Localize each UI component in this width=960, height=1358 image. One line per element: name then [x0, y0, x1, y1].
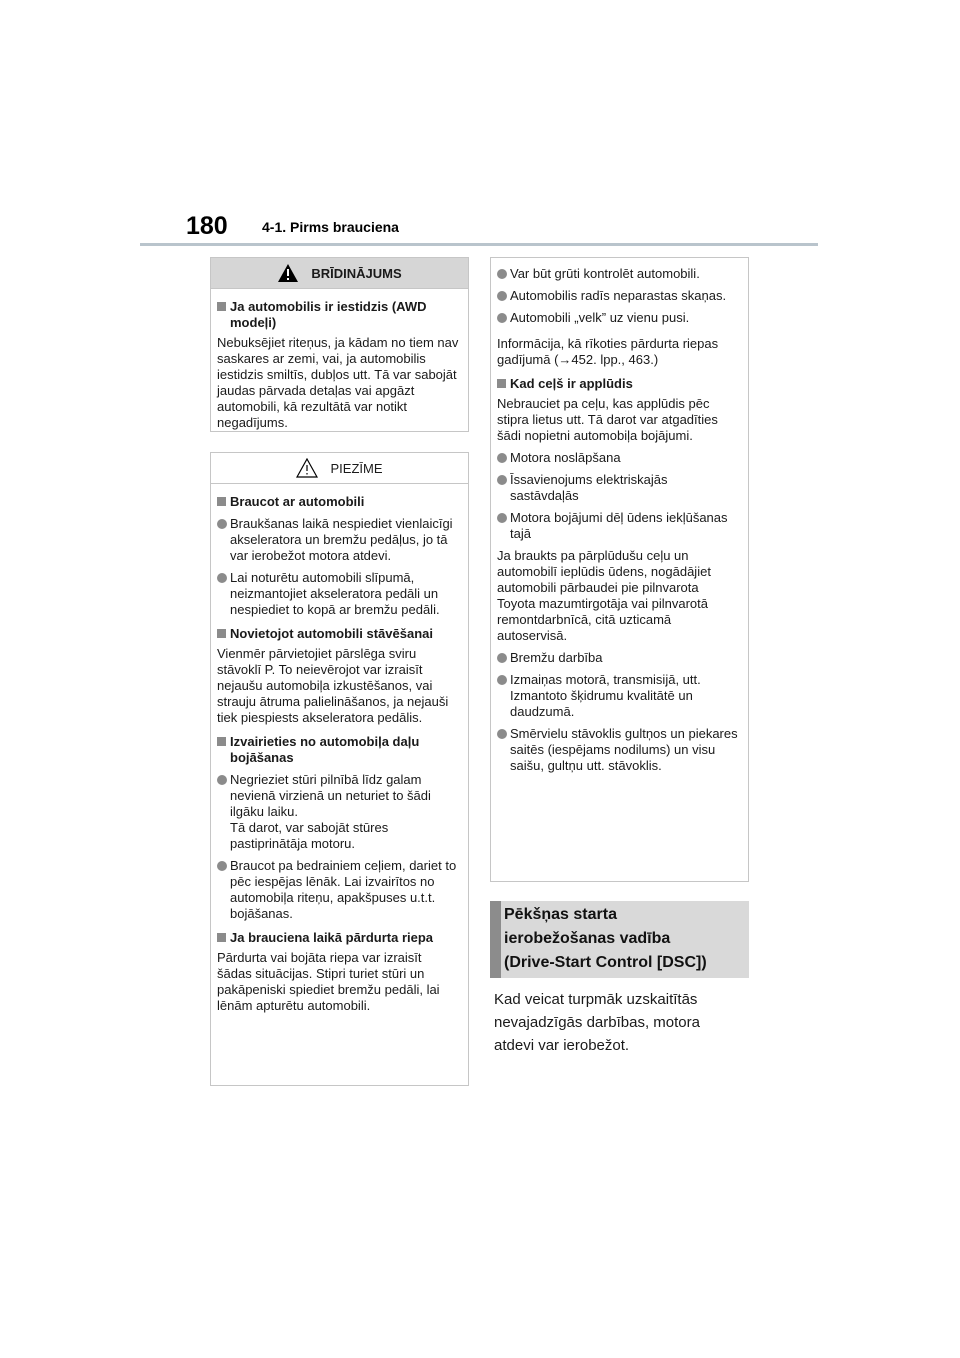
- header-rule: [140, 243, 818, 246]
- note-bullet: Automobili „velk” uz vienu pusi.: [497, 310, 739, 326]
- note-bullet: Īssavienojums elektriskajās sastāvdaļās: [497, 472, 739, 504]
- note-bullet: Lai noturētu automobili slīpumā, neizmantojiet akseleratora pedāli un nespiediet to kopā ar bremžu pedāli.: [217, 570, 459, 618]
- note-section-text: Pārdurta vai bojāta riepa var izraisīt šādas situācijas. Stipri turiet stūri un pakāpeniski spiediet bremžu pedāli, lai lēnām apturētu automobili.: [217, 950, 440, 1013]
- dsc-heading-box: [490, 901, 749, 978]
- note-section-title: Ja brauciena laikā pārdurta riepa: [217, 930, 459, 946]
- warning-triangle-icon: [277, 263, 299, 283]
- note-box-header: [211, 453, 468, 484]
- note-section-title: Braucot ar automobili: [217, 494, 459, 510]
- note-section-text: Vienmēr pārvietojiet pārslēga sviru stāvoklī P. To neievērojot var izraisīt nejaušu automobiļa izkustēšanos, vai strauju ātruma palielināšanos, ja nejauši tiek piespiests akseleratora pedālis.: [217, 646, 449, 725]
- note-bullet: Izmaiņas motorā, transmisijā, utt. Izmantoto šķidrumu kvalitātē un daudzumā.: [497, 672, 739, 720]
- warning-text: Nebuksējiet riteņus, ja kādam no tiem nav saskares ar zemi, vai, ja automobilis iestidzis smiltīs, dubļos utt. Tā var sabojāt jaudas pārvada detaļas vai apgāzt automobili, kā rezultātā var notikt negadījums.: [217, 335, 459, 430]
- note-bullet: Braucot pa bedrainiem ceļiem, dariet to pēc iespējas lēnāk. Lai izvairītos no automobiļa riteņu, apakšpuses u.t.t. bojāšanas.: [217, 858, 459, 922]
- warning-title: BRĪDINĀJUMS: [311, 265, 402, 281]
- warning-subtitle: Ja automobilis ir iestidzis (AWD modeļi): [217, 299, 459, 331]
- note-bullet: Motora noslāpšana: [497, 450, 739, 466]
- caution-triangle-icon: [296, 458, 318, 478]
- note-bullet: Smērvielu stāvoklis gultņos un piekares saitēs (iespējams nodilums) un visu saišu, gultņu utt. stāvoklis.: [497, 726, 739, 774]
- flood-text: Nebrauciet pa ceļu, kas applūdis pēc stipra lietus utt. Tā darot var atgadīties šādi nopietni automobiļa bojājumi.: [497, 396, 718, 443]
- note-bullet: Automobilis radīs neparastas skaņas.: [497, 288, 739, 304]
- note-bullet: Motora bojājumi dēļ ūdens iekļūšanas tajā: [497, 510, 739, 542]
- warning-box: [210, 257, 469, 432]
- note-bullet: Braukšanas laikā nespiediet vienlaicīgi akseleratora un bremžu pedāļus, jo tā var ierobežot motora atdevi.: [217, 516, 459, 564]
- dsc-intro-text: Kad veicat turpmāk uzskaitītās nevajadzīgās darbības, motora atdevi var ierobežot.: [494, 991, 700, 1054]
- note-box: [210, 452, 469, 1086]
- dsc-heading: Pēkšņas starta ierobežošanas vadība (Drive-Start Control [DSC]): [504, 906, 707, 971]
- note-title: PIEZĪME: [330, 460, 383, 476]
- warning-box-header: [211, 258, 468, 289]
- note-bullet: Var būt grūti kontrolēt automobili.: [497, 266, 739, 282]
- heading-accent-bar: [490, 901, 501, 978]
- note-bullet: Negrieziet stūri pilnībā līdz galam nevienā virzienā un neturiet to šādi ilgāku laiku. Tā darot, var sabojāt stūres pastiprinātāja motoru.: [217, 772, 459, 852]
- note-section-title: Izvairieties no automobiļa daļu bojāšanas: [217, 734, 459, 766]
- note-box-continued: [490, 257, 749, 882]
- note-section-title: Novietojot automobili stāvēšanai: [217, 626, 459, 642]
- note-bullet: Bremžu darbība: [497, 650, 739, 666]
- flood-text-2: Ja braukts pa pārplūdušu ceļu un automobilī ieplūdis ūdens, nogādājiet automobili pārbaudei pie pilnvarota Toyota mazumtirgotāja vai pilnvarotā remontdarbnīcā, citā uzticamā autoservisā.: [497, 548, 711, 643]
- page-number: 180: [186, 212, 228, 240]
- note-section-title: Kad ceļš ir applūdis: [497, 376, 739, 392]
- tire-info-text: Informācija, kā rīkoties pārdurta riepas gadījumā (→452. lpp., 463.): [497, 336, 719, 367]
- section-title: 4-1. Pirms brauciena: [262, 219, 399, 235]
